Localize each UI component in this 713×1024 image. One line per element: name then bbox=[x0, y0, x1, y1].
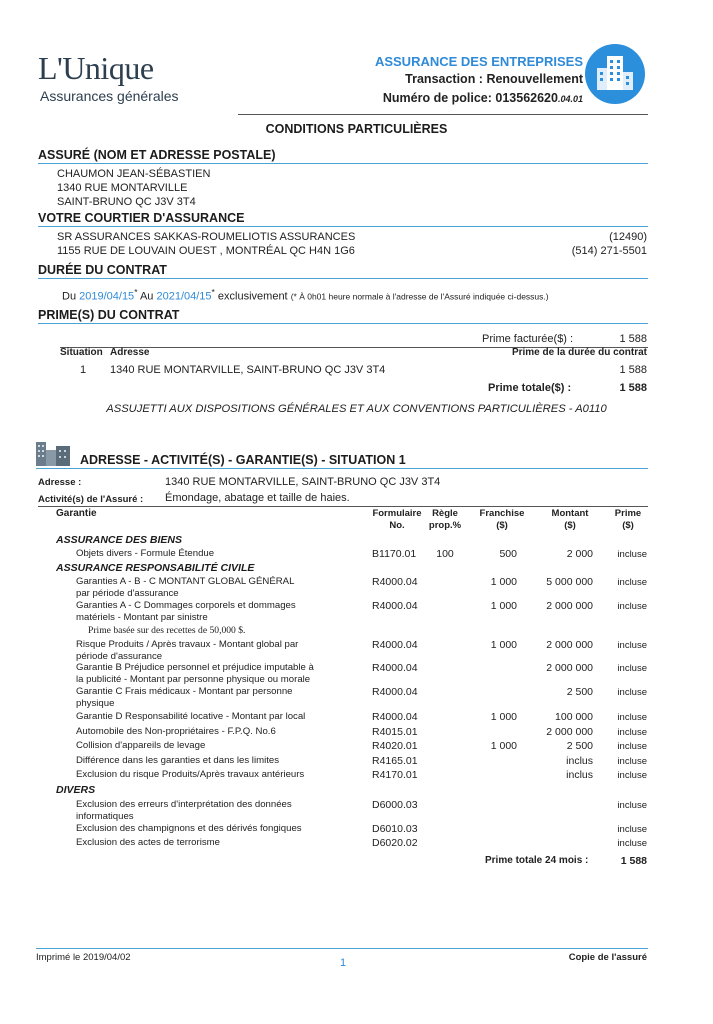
address-label: Adresse : bbox=[38, 477, 82, 488]
grand-total-label: Prime totale 24 mois : bbox=[485, 855, 589, 866]
coverage-description: Garantie B Préjudice personnel et préjudice imputable à bbox=[76, 662, 314, 673]
company-logo-name: L'Unique bbox=[38, 50, 154, 86]
form-number: D6020.02 bbox=[372, 837, 418, 849]
coverage-amount: inclus bbox=[566, 769, 593, 781]
col-franchise: Franchise ($) bbox=[479, 508, 525, 531]
copy-label: Copie de l'assuré bbox=[568, 952, 647, 963]
form-number: D6000.03 bbox=[372, 799, 418, 811]
coverage-amount: 2 500 bbox=[566, 740, 593, 752]
coverage-table-rule bbox=[38, 506, 648, 507]
billed-premium-label: Prime facturée($) : bbox=[482, 333, 574, 345]
coverage-premium: incluse bbox=[617, 601, 647, 612]
situation-rule bbox=[36, 468, 648, 469]
coverage-note: Prime basée sur des recettes de 50,000 $. bbox=[88, 625, 246, 636]
broker-phone: (514) 271-5501 bbox=[571, 245, 647, 257]
insured-street: 1340 RUE MONTARVILLE bbox=[57, 182, 188, 194]
coverage-amount: 2 000 000 bbox=[546, 726, 593, 738]
form-number: R4000.04 bbox=[372, 686, 418, 698]
coverage-premium: incluse bbox=[617, 712, 647, 723]
title-rule bbox=[238, 114, 648, 115]
coverage-description: physique bbox=[76, 698, 115, 709]
form-number: R4015.01 bbox=[372, 726, 418, 738]
broker-rule bbox=[38, 226, 648, 227]
coverage-premium: incluse bbox=[617, 770, 647, 781]
col-garantie: Garantie bbox=[56, 508, 97, 519]
premium-rule bbox=[38, 323, 648, 324]
situation-premium: 1 588 bbox=[619, 364, 647, 376]
broker-code: (12490) bbox=[609, 231, 647, 243]
insured-name: CHAUMON JEAN-SÉBASTIEN bbox=[57, 168, 211, 180]
coverage-premium: incluse bbox=[617, 838, 647, 849]
situation-heading: ADRESSE - ACTIVITÉ(S) - GARANTIE(S) - SITUATION 1 bbox=[80, 453, 406, 467]
col-address: Adresse bbox=[110, 347, 150, 358]
coverage-description: Garanties A - B - C MONTANT GLOBAL GÉNÉRAL bbox=[76, 576, 295, 587]
subject-note: ASSUJETTI AUX DISPOSITIONS GÉNÉRALES ET AUX CONVENTIONS PARTICULIÈRES - A0110 bbox=[106, 403, 607, 415]
coverage-premium: incluse bbox=[617, 640, 647, 651]
coverage-description: Différence dans les garanties et dans les limites bbox=[76, 755, 279, 766]
col-situation: Situation bbox=[60, 347, 103, 358]
coverage-category: ASSURANCE RESPONSABILITÉ CIVILE bbox=[56, 562, 255, 574]
form-number: R4020.01 bbox=[372, 740, 418, 752]
coverage-amount: 2 000 000 bbox=[546, 600, 593, 612]
col-formulaire: Formulaire No. bbox=[372, 508, 422, 531]
coverage-amount: 5 000 000 bbox=[546, 576, 593, 588]
coverage-premium: incluse bbox=[617, 549, 647, 560]
col-montant: Montant ($) bbox=[551, 508, 589, 531]
coverage-category: DIVERS bbox=[56, 784, 96, 796]
page-number: 1 bbox=[339, 957, 347, 969]
page-title: CONDITIONS PARTICULIÈRES bbox=[265, 122, 448, 136]
grand-total-value: 1 588 bbox=[620, 855, 647, 867]
deductible: 1 000 bbox=[490, 639, 517, 651]
broker-address: 1155 RUE DE LOUVAIN OUEST , MONTRÉAL QC H4N 1G6 bbox=[57, 245, 355, 257]
form-number: R4170.01 bbox=[372, 769, 418, 781]
coverage-premium: incluse bbox=[617, 800, 647, 811]
coverage-description: période d'assurance bbox=[76, 651, 163, 662]
coverage-premium: incluse bbox=[617, 741, 647, 752]
form-number: R4000.04 bbox=[372, 711, 418, 723]
address-value: 1340 RUE MONTARVILLE, SAINT-BRUNO QC J3V 3T4 bbox=[165, 476, 441, 488]
coverage-description: matériels - Montant par sinistre bbox=[76, 612, 208, 623]
coverage-amount: 2 000 bbox=[566, 548, 593, 560]
broker-name: SR ASSURANCES SAKKAS-ROUMELIOTIS ASSURANCES bbox=[57, 231, 356, 243]
coverage-amount: 2 000 000 bbox=[546, 639, 593, 651]
coverage-description: Garanties A - C Dommages corporels et dommages bbox=[76, 600, 296, 611]
coverage-description: Garantie C Frais médicaux - Montant par personne bbox=[76, 686, 293, 697]
coverage-description: Exclusion des erreurs d'interprétation des données bbox=[76, 799, 292, 810]
building-icon bbox=[585, 44, 645, 104]
form-number: R4000.04 bbox=[372, 576, 418, 588]
coverage-premium: incluse bbox=[617, 577, 647, 588]
billed-premium-value: 1 588 bbox=[619, 333, 647, 345]
company-logo-tagline: Assurances générales bbox=[40, 88, 179, 104]
policy-number: Numéro de police: 013562620.04.01 bbox=[382, 91, 583, 105]
city-buildings-icon bbox=[36, 438, 70, 471]
coverage-premium: incluse bbox=[617, 756, 647, 767]
form-number: R4000.04 bbox=[372, 600, 418, 612]
proration-rule: 100 bbox=[436, 548, 454, 560]
coverage-amount: 2 000 000 bbox=[546, 662, 593, 674]
coverage-premium: incluse bbox=[617, 727, 647, 738]
broker-heading: VOTRE COURTIER D'ASSURANCE bbox=[38, 211, 245, 225]
coverage-description: informatiques bbox=[76, 811, 134, 822]
form-number: R4000.04 bbox=[372, 662, 418, 674]
coverage-description: Collision d'appareils de levage bbox=[76, 740, 206, 751]
total-premium-label: Prime totale($) : bbox=[488, 382, 572, 394]
coverage-description: Exclusion des champignons et des dérivés fongiques bbox=[76, 823, 302, 834]
contract-period: Du 2019/04/15* Au 2021/04/15* exclusivement (* À 0h01 heure normale à l'adresse de l'Assuré indiquée ci-dessus.) bbox=[62, 287, 549, 303]
insured-city: SAINT-BRUNO QC J3V 3T4 bbox=[57, 196, 196, 208]
insured-rule bbox=[38, 163, 648, 164]
business-line: ASSURANCE DES ENTREPRISES bbox=[374, 54, 583, 69]
deductible: 1 000 bbox=[490, 600, 517, 612]
activity-label: Activité(s) de l'Assuré : bbox=[38, 494, 144, 505]
form-number: R4165.01 bbox=[372, 755, 418, 767]
form-number: R4000.04 bbox=[372, 639, 418, 651]
premium-heading: PRIME(S) DU CONTRAT bbox=[38, 308, 180, 322]
duration-heading: DURÉE DU CONTRAT bbox=[38, 263, 167, 277]
col-contract-premium: Prime de la durée du contrat bbox=[511, 347, 647, 358]
coverage-amount: 100 000 bbox=[555, 711, 593, 723]
coverage-description: par période d'assurance bbox=[76, 588, 179, 599]
coverage-amount: 2 500 bbox=[566, 686, 593, 698]
total-premium-value: 1 588 bbox=[619, 382, 647, 394]
printed-date: Imprimé le 2019/04/02 bbox=[36, 952, 131, 963]
form-number: B1170.01 bbox=[372, 548, 417, 560]
insured-heading: ASSURÉ (NOM ET ADRESSE POSTALE) bbox=[38, 148, 276, 162]
deductible: 1 000 bbox=[490, 576, 517, 588]
coverage-description: Exclusion des actes de terrorisme bbox=[76, 837, 220, 848]
coverage-description: Objets divers - Formule Étendue bbox=[76, 548, 215, 559]
transaction-type: Transaction : Renouvellement bbox=[405, 72, 583, 86]
coverage-description: Garantie D Responsabilité locative - Montant par local bbox=[76, 711, 306, 722]
coverage-premium: incluse bbox=[617, 687, 647, 698]
duration-rule bbox=[38, 278, 648, 279]
coverage-premium: incluse bbox=[617, 824, 647, 835]
col-prime: Prime ($) bbox=[614, 508, 642, 531]
situation-number: 1 bbox=[80, 364, 87, 376]
deductible: 1 000 bbox=[490, 740, 517, 752]
coverage-description: Exclusion du risque Produits/Après travaux antérieurs bbox=[76, 769, 305, 780]
coverage-description: Risque Produits / Après travaux - Montant global par bbox=[76, 639, 299, 650]
coverage-description: Automobile des Non-propriétaires - F.P.Q. No.6 bbox=[76, 726, 276, 737]
footer-rule bbox=[36, 948, 648, 949]
deductible: 500 bbox=[499, 548, 517, 560]
coverage-category: ASSURANCE DES BIENS bbox=[56, 534, 183, 546]
coverage-description: la publicité - Montant par personne physique ou morale bbox=[76, 674, 311, 685]
situation-address: 1340 RUE MONTARVILLE, SAINT-BRUNO QC J3V 3T4 bbox=[110, 364, 386, 376]
deductible: 1 000 bbox=[490, 711, 517, 723]
form-number: D6010.03 bbox=[372, 823, 418, 835]
coverage-amount: inclus bbox=[566, 755, 593, 767]
coverage-premium: incluse bbox=[617, 663, 647, 674]
col-regle: Règle prop.% bbox=[428, 508, 462, 531]
activity-value: Émondage, abatage et taille de haies. bbox=[165, 492, 350, 504]
